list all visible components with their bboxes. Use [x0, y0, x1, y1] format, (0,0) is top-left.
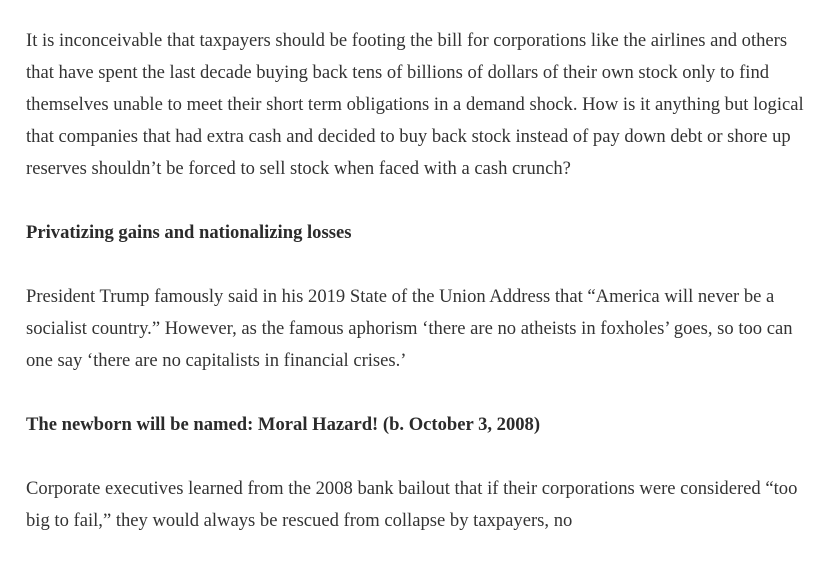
article-body [26, 25, 806, 569]
paragraph-socialism: President Trump famously said in his 2019 State of the Union Address that “America will never be a socialist country.” However, as the famous aphorism ‘there are no atheists in foxholes’ goes, so too can one say ‘there are no capitalists in financial crises.’ [26, 286, 793, 371]
heading-moral-hazard: The newborn will be named: Moral Hazard! (b. October 3, 2008) [26, 414, 541, 435]
heading-privatizing-gains: Privatizing gains and nationalizing losses [26, 222, 352, 243]
paragraph-too-big-to-fail: Corporate executives learned from the 2008 bank bailout that if their corporations were considered “too big to fail,” they would always be rescued from collapse by taxpayers, no [26, 478, 798, 531]
paragraph-buybacks: It is inconceivable that taxpayers should be footing the bill for corporations like the airlines and others that have spent the last decade buying back tens of billions of dollars of their own stock only to find themselves unable to meet their short term obligations in a demand shock. How is it anything but logical that companies that had extra cash and decided to buy back stock instead of pay down debt or shore up reserves shouldn’t be forced to sell stock when faced with a cash crunch? [26, 30, 804, 179]
